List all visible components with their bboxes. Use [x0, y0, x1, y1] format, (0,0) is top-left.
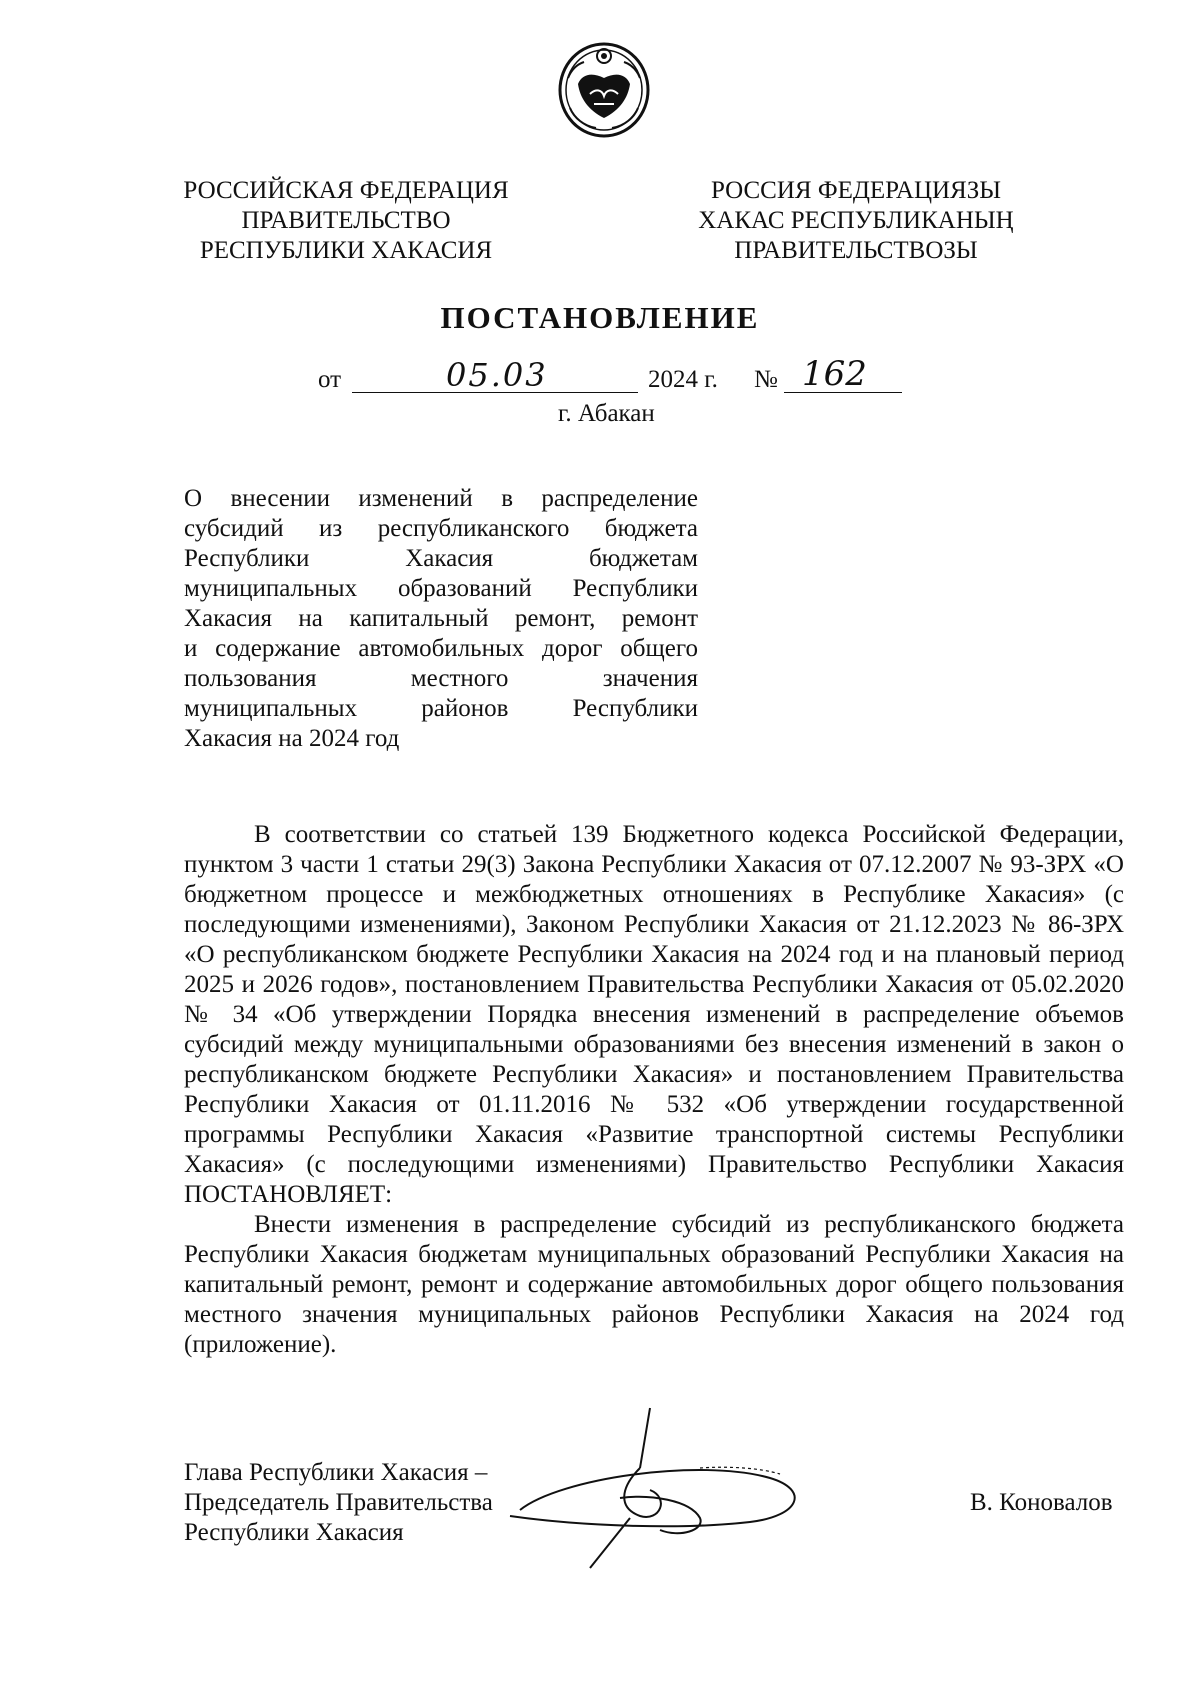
signatory-title-line: Республики Хакасия	[184, 1519, 404, 1546]
year-text: 2024 г.	[648, 366, 718, 393]
city: г. Абакан	[558, 400, 655, 427]
document-title: ПОСТАНОВЛЕНИЕ	[440, 300, 760, 335]
header-left	[166, 176, 526, 266]
date-prefix: от	[318, 366, 342, 393]
signatory-title-line: Председатель Правительства	[184, 1489, 493, 1516]
subject-line: субсидий из республиканского бюджета	[184, 515, 698, 542]
subject-line: О внесении изменений в распределение	[184, 485, 698, 512]
subject-line: Республики Хакасия бюджетам	[184, 545, 698, 572]
header-right-line: РОССИЯ ФЕДЕРАЦИЯЗЫ	[710, 177, 1002, 204]
header-left-line: РОССИЙСКАЯ ФЕДЕРАЦИЯ	[183, 177, 509, 204]
subject-line: Хакасия на 2024 год	[184, 725, 400, 752]
header-left-line: ПРАВИТЕЛЬСТВО	[241, 207, 451, 234]
subject-line: Хакасия на капитальный ремонт, ремонт	[184, 605, 698, 632]
date-number-line	[0, 354, 1200, 404]
body-paragraph: Внести изменения в распределение субсидий из республиканского бюджета Республики Хакасия бюджетам муниципальных образований Республики Хакасия на капитальный ремонт, ремонт и содержание автомобильных дорог общего пользования местного значения муниципальных районов Республики Хакасия на 2024 год (приложение).	[184, 1211, 1124, 1358]
handwritten-signature	[500, 1398, 840, 1578]
subject-line: муниципальных образований Республики	[184, 575, 698, 602]
signatory-name: В. Коновалов	[970, 1489, 1113, 1516]
handwritten-number: 162	[802, 354, 867, 394]
header-left-line: РЕСПУБЛИКИ ХАКАСИЯ	[199, 237, 493, 264]
header-right-line: ПРАВИТЕЛЬСТВОЗЫ	[734, 237, 978, 264]
subject-line: муниципальных районов Республики	[184, 695, 698, 722]
body-paragraph: В соответствии со статьей 139 Бюджетного кодекса Российской Федерации, пунктом 3 части 1 статьи 29(3) Закона Республики Хакасия от 07.12.2007 № 93-ЗРХ «О бюджетном процессе и межбюджетных отношениях в Республике Хакасия» (с последующими изменениями), Законом Республики Хакасия от 21.12.2023 № 86-ЗРХ «О республиканском бюджете Республики Хакасия на 2024 год и на плановый период 2025 и 2026 годов», постановлением Правительства Республики Хакасия от 05.02.2020 № 34 «Об утверждении Порядка внесения изменений в распределение объемов субсидий между муниципальными образованиями без внесения изменений в закон о республиканском бюджете Республики Хакасия» и постановлением Правительства Республики Хакасия от 01.11.2016 № 532 «Об утверждении государственной программы Республики Хакасия «Развитие транспортной системы Республики Хакасия» (с последующими изменениями) Правительство Республики Хакасия ПОСТАНОВЛЯЕТ:	[184, 821, 1124, 1208]
signatory-title-line: Глава Республики Хакасия –	[184, 1459, 488, 1486]
header-right-line: ХАКАС РЕСПУБЛИКАНЫҢ	[698, 207, 1014, 234]
signatory-title	[184, 1458, 493, 1548]
subject-line: пользования местного значения	[184, 665, 698, 692]
document-body	[184, 820, 1124, 1360]
header-right	[666, 176, 1046, 266]
subject-line: и содержание автомобильных дорог общего	[184, 635, 698, 662]
document-subject	[184, 484, 698, 754]
number-sign: №	[754, 366, 778, 393]
coat-of-arms-emblem	[556, 38, 652, 138]
handwritten-date: 05.03	[446, 356, 548, 394]
